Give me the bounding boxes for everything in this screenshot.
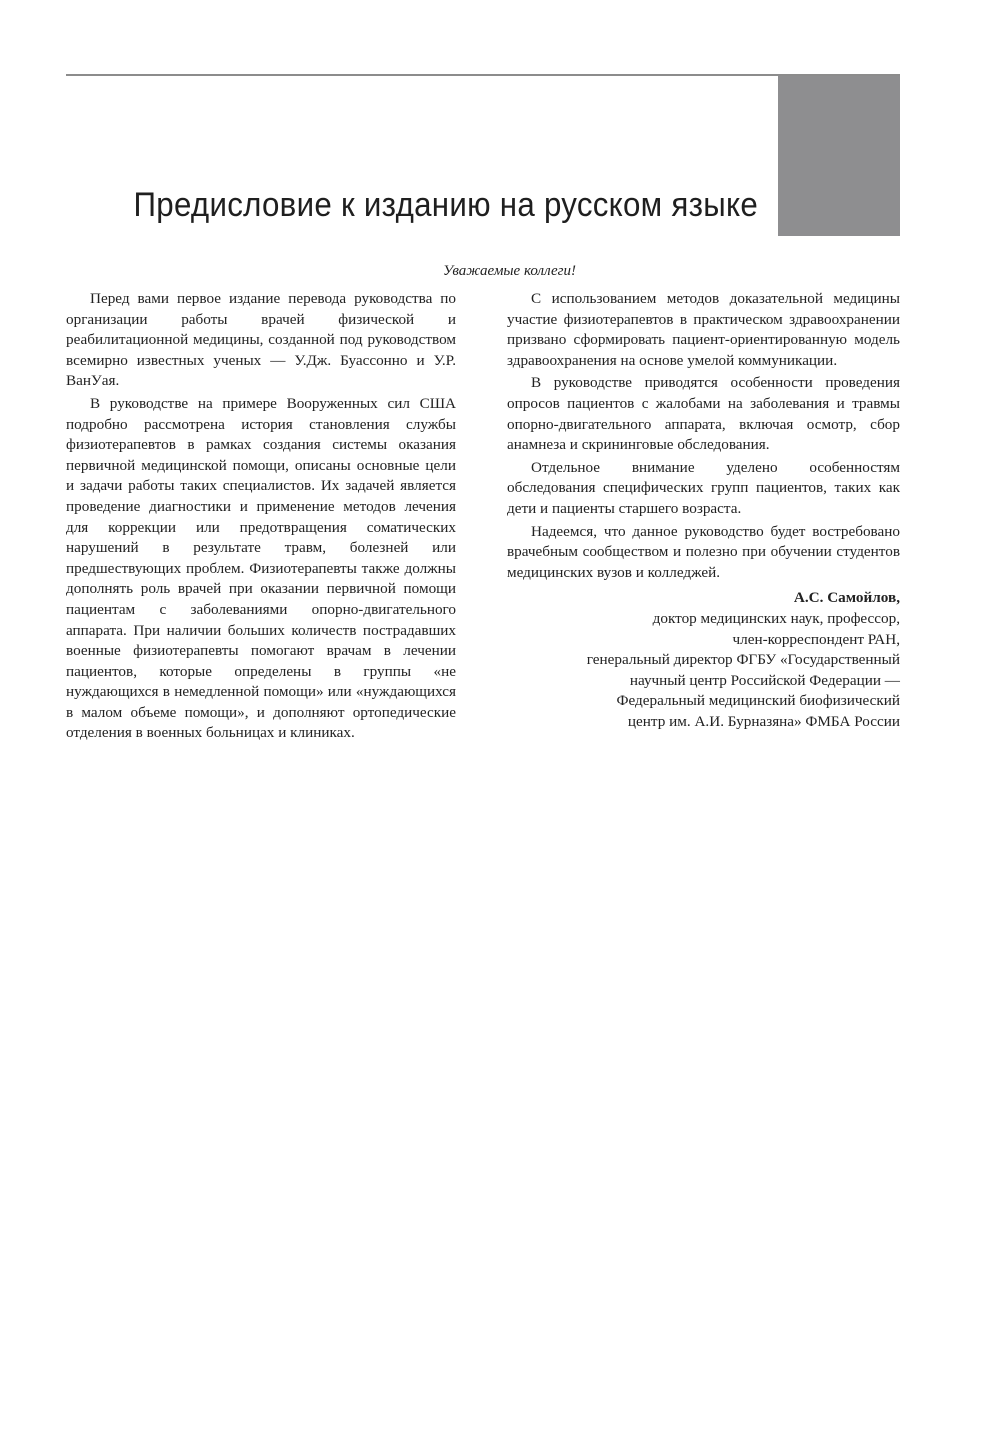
signature-block	[507, 588, 900, 732]
salutation: Уважаемые коллеги!	[442, 263, 576, 279]
signature-line: научный центр Российской Федерации —	[629, 671, 900, 689]
signature-line: член-корреспондент РАН,	[732, 630, 900, 648]
right-paragraph-1: С использованием методов доказательной медицины участие физиотерапевтов в практическом здравоохранении призвано сформировать пациент-ориентированную модель здравоохранения на основе умелой коммуникации.	[507, 290, 900, 369]
signature-line: генеральный директор ФГБУ «Государственный	[586, 651, 900, 669]
right-paragraph-3: Отдельное внимание уделено особенностям обследования специфических групп пациентов, таких как дети и пациенты старшего возраста.	[507, 458, 900, 517]
signature-line: центр им. А.И. Бурназяна» ФМБА России	[627, 712, 900, 730]
left-column	[66, 289, 456, 746]
chapter-gray-block	[778, 76, 900, 236]
signature-line: доктор медицинских наук, профессор,	[652, 609, 900, 627]
left-paragraph-2: В руководстве на примере Вооруженных сил США подробно рассмотрена история становления службы физиотерапевтов в рамках создания системы оказания первичной медицинской помощи, описаны основные цели и задачи работы таких специалистов. Их задачей является проведение диагностики и применение методов лечения для коррекции или предотвращения соматических нарушений в результате травм, болезней или предшествующих проблем. Физиотерапевты также должны дополнять роль врачей при оказании первичной помощи пациентам с заболеваниями опорно-двигательного аппарата. При наличии больших количеств пострадавших военные физиотерапевты помогают врачам в лечении пациентов, которые определены в группы «не нуждающихся в немедленной помощи» или «нуждающихся в малом объеме помощи», и дополняют ортопедические отделения в военных больницах и клиниках.	[66, 394, 456, 742]
left-paragraph-1: Перед вами первое издание перевода руководства по организации работы врачей физической и реабилитационной медицины, созданной под руководством всемирно известных ученых — У.Дж. Буассонно и У.Р. ВанУая.	[66, 290, 456, 390]
page-title: Предисловие к изданию на русском языке	[133, 186, 758, 224]
right-column	[507, 289, 900, 732]
right-paragraph-4: Надеемся, что данное руководство будет востребовано врачебным сообществом и полезно при обучении студентов медицинских вузов и колледжей.	[507, 522, 900, 581]
right-paragraph-2: В руководстве приводятся особенности проведения опросов пациентов с жалобами на заболевания и травмы опорно-двигательного аппарата, включая осмотр, сбор анамнеза и скрининговые обследования.	[507, 374, 900, 454]
signature-name-text: А.С. Самойлов	[793, 589, 897, 607]
top-rule	[66, 74, 900, 76]
signature-name: А.С. Самойлов,	[793, 589, 900, 607]
signature-line: Федеральный медицинский биофизический	[616, 692, 900, 710]
